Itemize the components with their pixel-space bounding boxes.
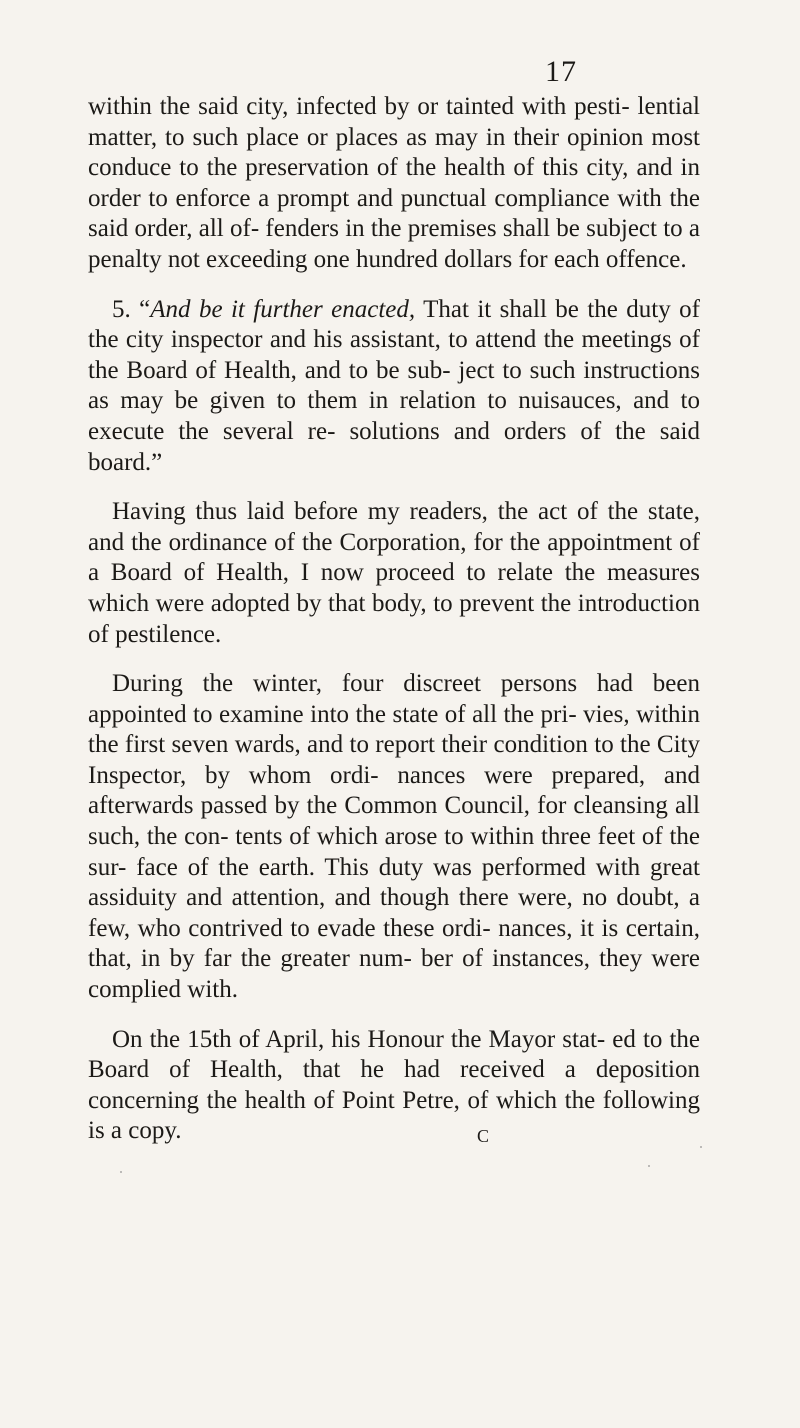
- print-speck: [648, 1165, 650, 1167]
- paragraph-1: within the said city, infected by or tainted with pesti- lential matter, to such place or places as may in their opinion most conduce to the preservation of the health of this city, and in order to enforce a prompt and punctual compliance with the said order, all of- fenders in the premises shall be subject to a penalty not exceeding one hundred dollars for each offence.: [88, 93, 700, 273]
- print-speck: [700, 1146, 702, 1148]
- paragraph-4: During the winter, four discreet persons had been appointed to examine into the state of all the pri- vies, within the first seven wards, and to report their condition to the City Inspector, by whom ordi- nances were prepared, and afterwards passed by the Common Council, for cleansing all such, the con- tents of which arose to within three feet of the sur- face of the earth. This duty was performed with great assiduity and attention, and though there were, no doubt, a few, who contrived to evade these ordi- nances, it is certain, that, in by far the greater num- ber of instances, they were complied with.: [88, 670, 700, 1004]
- page-body: [88, 92, 700, 1166]
- paragraph-2-lead: 5. “: [112, 295, 151, 323]
- paragraph-2: [88, 295, 700, 479]
- signature-mark: C: [477, 1126, 491, 1146]
- paragraph-3: Having thus laid before my readers, the act of the state, and the ordinance of the Corporation, for the appointment of a Board of Health, I now proceed to relate the measures which were adopted by that body, to prevent the introduction of pestilence.: [88, 498, 700, 648]
- page-number: 17: [545, 55, 577, 88]
- print-speck: [120, 1171, 122, 1173]
- paragraph-2-text: That it shall be the duty of the city inspector and his assistant, to attend the meetings of the Board of Health, and to be sub- ject to such instructions as may be given to them in relation to nuisauces, and to execute the several re- solutions and orders of the said board.”: [88, 295, 700, 476]
- paragraph-5: On the 15th of April, his Honour the Mayor stat- ed to the Board of Health, that he had received a deposition concerning the health of Point Petre, of which the following is a copy.: [88, 1025, 700, 1145]
- paragraph-2-italic: And be it further enacted,: [150, 295, 416, 323]
